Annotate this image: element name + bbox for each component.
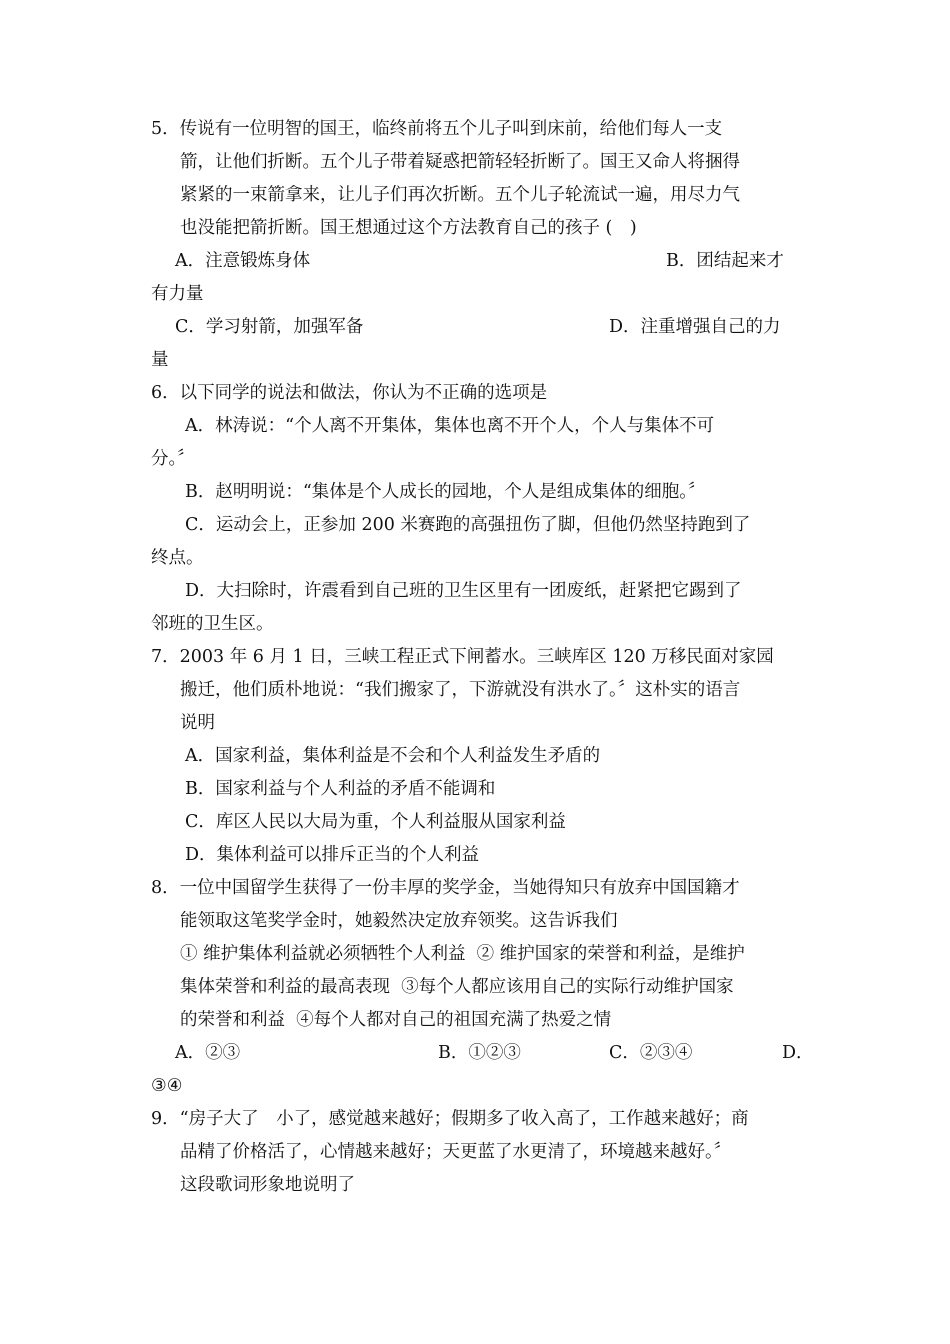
q9-stem-line-1: 9．“房子大了 小了，感觉越来越好；假期多了收入高了，工作越来越好；商 [151,1109,749,1129]
q7-option-b: B．国家利益与个人利益的矛盾不能调和 [185,779,496,799]
q7-option-c: C．库区人民以大局为重，个人利益服从国家利益 [185,812,566,832]
q6-option-d: D．大扫除时，许震看到自己班的卫生区里有一团废纸，赶紧把它踢到了 [185,581,742,601]
q7-stem-line-3: 说明 [180,713,215,733]
q6-option-d-cont: 邻班的卫生区。 [151,614,274,634]
q9-stem-line-3: 这段歌词形象地说明了 [180,1175,355,1195]
q8-option-a: A．②③ [175,1043,241,1063]
q5-stem-line-2: 箭，让他们折断。五个儿子带着疑惑把箭轻轻折断了。国王又命人将捆得 [180,152,740,172]
q7-option-a: A．国家利益，集体利益是不会和个人利益发生矛盾的 [185,746,601,766]
q8-stem-line-1: 8．一位中国留学生获得了一份丰厚的奖学金，当她得知只有放弃中国国籍才 [151,878,740,898]
q5-stem-line-4: 也没能把箭折断。国王想通过这个方法教育自己的孩子 ( ) [180,218,637,238]
q5-stem-line-1: 5．传说有一位明智的国王，临终前将五个儿子叫到床前，给他们每人一支 [151,119,723,139]
q6-option-c-cont: 终点。 [151,548,204,568]
q8-statements-line-3: 的荣誉和利益 ④每个人都对自己的祖国充满了热爱之情 [180,1010,612,1030]
q5-option-d: D．注重增强自己的力 [609,317,781,337]
q5-option-a: A．注意锻炼身体 [175,251,311,271]
q7-stem-line-1: 7．2003 年 6 月 1 日，三峡工程正式下闸蓄水。三峡库区 120 万移民面对家园 [151,647,774,667]
q8-statements-line-1: ① 维护集体利益就必须牺牲个人利益 ② 维护国家的荣誉和利益，是维护 [180,944,745,964]
q8-option-b: B．①②③ [438,1043,521,1063]
q5-option-c: C．学习射箭，加强军备 [175,317,364,337]
q8-option-d-cont: ③④ [151,1076,183,1096]
q6-option-b: B．赵明明说：“集体是个人成长的园地，个人是组成集体的细胞。〞 [185,482,706,502]
q7-stem-line-2: 搬迁，他们质朴地说：“我们搬家了，下游就没有洪水了。〞这朴实的语言 [180,680,741,700]
q6-option-a: A．林涛说：“个人离不开集体，集体也离不开个人，个人与集体不可 [185,416,715,436]
q8-option-c: C．②③④ [609,1043,693,1063]
q5-option-b: B．团结起来才 [666,251,784,271]
q5-stem-line-3: 紧紧的一束箭拿来，让儿子们再次折断。五个儿子轮流试一遍，用尽力气 [180,185,740,205]
q6-stem: 6．以下同学的说法和做法，你认为不正确的选项是 [151,383,548,403]
q6-option-c: C．运动会上，正参加 200 米赛跑的高强扭伤了脚，但他仍然坚持跑到了 [185,515,751,535]
q8-stem-line-2: 能领取这笔奖学金时，她毅然决定放弃领奖。这告诉我们 [180,911,618,931]
q9-stem-line-2: 品精了价格活了，心情越来越好；天更蓝了水更清了，环境越来越好。〞 [180,1142,732,1162]
q5-option-d-cont: 量 [151,350,169,370]
q8-statements-line-2: 集体荣誉和利益的最高表现 ③每个人都应该用自己的实际行动维护国家 [180,977,734,997]
q5-option-b-cont: 有力量 [151,284,204,304]
q8-option-d: D． [782,1043,814,1063]
q7-option-d: D．集体利益可以排斥正当的个人利益 [185,845,480,865]
q6-option-a-cont: 分。〞 [151,449,195,469]
